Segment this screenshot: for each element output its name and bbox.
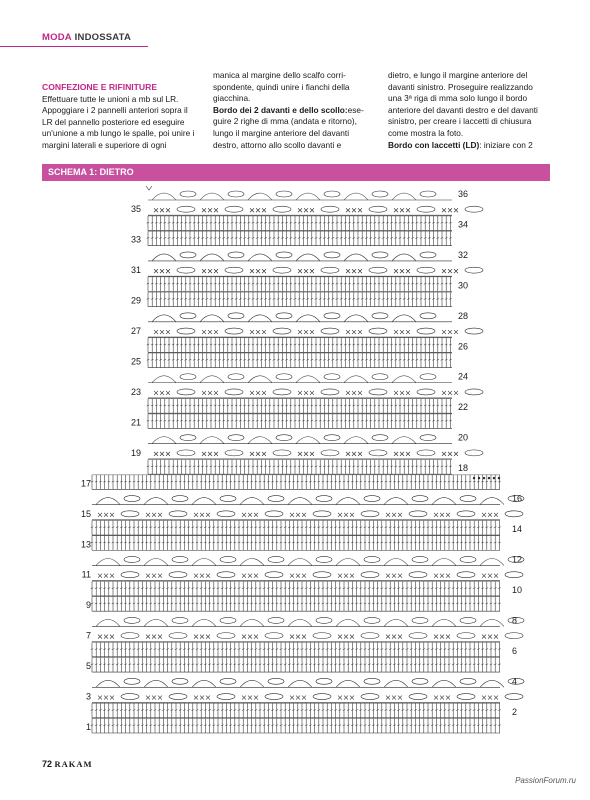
chart-cluster	[268, 617, 284, 623]
chart-cluster	[180, 374, 196, 380]
chart-chain-arc	[200, 254, 224, 261]
text-line: sinistro, per creare i laccetti di chiusura	[388, 116, 532, 127]
chart-chain-arc	[96, 680, 120, 687]
row-number-right: 28	[458, 310, 469, 321]
chart-cluster	[180, 191, 196, 197]
chart-cluster	[420, 374, 436, 380]
chart-picot	[321, 267, 339, 273]
chart-cluster	[172, 617, 188, 623]
text-line: spondente, quindi unire i fianchi della	[213, 81, 350, 92]
chart-cluster	[364, 496, 380, 502]
chart-picot	[465, 267, 483, 273]
chart-picot	[121, 633, 139, 639]
chart-cluster	[420, 435, 436, 441]
chart-chain-arc	[192, 680, 216, 687]
chart-cluster	[316, 678, 332, 684]
chart-cluster	[124, 617, 140, 623]
text-line: come mostra la foto.	[388, 127, 464, 138]
chart-cluster	[220, 556, 236, 562]
chart-chain-arc	[200, 376, 224, 383]
chart-chain-arc	[96, 498, 120, 505]
text-fragment: ese-	[347, 104, 364, 115]
header-subsection: INDOSSATA	[74, 32, 132, 43]
chart-picot	[169, 633, 187, 639]
chart-chain-arc	[248, 437, 272, 444]
row-number-right: 26	[458, 341, 469, 352]
chart-picot	[369, 267, 387, 273]
row-number-right: 2	[512, 706, 518, 717]
chart-chain-arc	[152, 254, 176, 261]
row-number-left: 15	[80, 508, 91, 519]
row-number-left: 3	[85, 691, 91, 702]
chart-cluster	[420, 191, 436, 197]
chart-picot	[225, 389, 243, 395]
chart-chain-arc	[200, 437, 224, 444]
chart-cluster	[324, 374, 340, 380]
row-number-right: 34	[458, 219, 469, 230]
row-number-right: 12	[512, 554, 523, 565]
row-number-right: 4	[512, 676, 518, 687]
chart-chain-arc	[248, 315, 272, 322]
chart-cluster	[364, 617, 380, 623]
chart-chain-dot	[488, 477, 490, 479]
row-number-right: 18	[458, 463, 469, 474]
chart-picot	[409, 694, 427, 700]
chart-chain-dot	[493, 477, 495, 479]
chart-picot	[273, 206, 291, 212]
chart-picot	[265, 511, 283, 517]
row-number-right: 36	[458, 189, 469, 199]
row-number-left: 7	[85, 630, 91, 641]
chart-chain-arc	[480, 619, 504, 626]
chart-cluster	[228, 374, 244, 380]
text-line: un'unione a mb lungo le spalle, poi unire i	[42, 128, 195, 139]
chart-cluster	[316, 496, 332, 502]
section-title: CONFEZIONE E RIFINITURE	[42, 82, 158, 92]
chart-cluster	[412, 556, 428, 562]
chart-chain-arc	[480, 558, 504, 565]
chart-picot	[225, 267, 243, 273]
chart-chain-arc	[144, 619, 168, 626]
chart-picot	[265, 572, 283, 578]
chart-cluster	[412, 678, 428, 684]
chart-chain-dot	[483, 477, 485, 479]
text-line: anteriore del davanti destro e del davanti	[388, 104, 538, 115]
chart-picot	[457, 694, 475, 700]
chart-chain-arc	[96, 619, 120, 626]
chart-cluster	[460, 556, 476, 562]
chart-cluster	[372, 252, 388, 258]
chart-picot	[465, 206, 483, 212]
chart-picot	[409, 511, 427, 517]
chart-chain-arc	[96, 558, 120, 565]
chart-picot	[321, 450, 339, 456]
chart-chain-arc	[384, 498, 408, 505]
chart-picot	[313, 511, 331, 517]
chart-chain-arc	[392, 437, 416, 444]
row-number-left: 35	[130, 204, 141, 215]
chart-cluster	[268, 496, 284, 502]
row-number-right: 30	[458, 280, 469, 291]
chart-picot	[417, 450, 435, 456]
chart-chain-arc	[288, 498, 312, 505]
row-number-right: 6	[512, 645, 518, 656]
chart-cluster	[180, 252, 196, 258]
chart-picot	[417, 389, 435, 395]
chart-chain-arc	[344, 254, 368, 261]
chart-cluster	[372, 191, 388, 197]
text-line: Effettuare tutte le unioni a mb sul LR.	[42, 93, 179, 104]
chart-chain-arc	[432, 680, 456, 687]
chart-picot	[177, 450, 195, 456]
chart-cluster	[372, 435, 388, 441]
text-line: davanti sinistro. Proseguire realizzando	[388, 81, 533, 92]
chart-cluster	[172, 496, 188, 502]
chart-picot	[225, 450, 243, 456]
chart-cluster	[172, 556, 188, 562]
chart-cluster	[124, 678, 140, 684]
chart-chain-arc	[192, 558, 216, 565]
chart-chain-arc	[432, 558, 456, 565]
page-number: 72	[42, 759, 53, 769]
chart-chain-arc	[240, 680, 264, 687]
text-line: manica al margine dello scalfo corri-	[213, 70, 346, 80]
chart-cluster	[324, 435, 340, 441]
chart-picot	[505, 633, 523, 639]
text-line: destro, attorno allo scollo davanti e	[213, 139, 342, 150]
chart-cluster	[324, 313, 340, 319]
chart-picot	[361, 633, 379, 639]
chart-chain-arc	[384, 558, 408, 565]
chart-picot	[265, 694, 283, 700]
header-section: MODA	[42, 32, 72, 43]
chart-cluster	[372, 313, 388, 319]
chart-picot	[457, 633, 475, 639]
row-number-left: 29	[130, 295, 141, 306]
chart-chain-arc	[200, 193, 224, 200]
chart-picot	[321, 389, 339, 395]
chart-chain-arc	[432, 619, 456, 626]
chart-chain-arc	[480, 680, 504, 687]
text-line: LR del pannello posteriore ed eseguire	[42, 116, 185, 127]
chart-picot	[169, 572, 187, 578]
row-number-right: 10	[512, 584, 523, 595]
row-number-left: 33	[130, 234, 141, 245]
chart-picot	[225, 206, 243, 212]
chart-cluster	[220, 617, 236, 623]
chart-chain-arc	[432, 498, 456, 505]
chart-picot	[361, 694, 379, 700]
chart-chain-arc	[344, 437, 368, 444]
chart-picot	[273, 389, 291, 395]
chart-picot	[177, 267, 195, 273]
chart-cluster	[180, 435, 196, 441]
chart-chain-arc	[192, 619, 216, 626]
chart-chain-arc	[144, 498, 168, 505]
chart-picot	[417, 267, 435, 273]
chart-chain-dot	[498, 477, 500, 479]
chart-chain-arc	[296, 193, 320, 200]
chart-cluster	[228, 191, 244, 197]
chart-chain-arc	[480, 498, 504, 505]
chart-cluster	[372, 374, 388, 380]
chart-chain-arc	[200, 315, 224, 322]
chart-chain-arc	[152, 437, 176, 444]
row-number-right: 16	[512, 493, 523, 504]
chart-picot	[225, 328, 243, 334]
chart-cluster	[420, 252, 436, 258]
chart-cluster	[220, 678, 236, 684]
text-line: dietro, e lungo il margine anteriore del	[388, 70, 528, 80]
chart-chain-arc	[392, 254, 416, 261]
bold-heading: Bordo con laccetti (LD)	[388, 139, 480, 150]
chart-picot	[121, 511, 139, 517]
row-number-right: 32	[458, 249, 469, 260]
row-number-left: 25	[130, 356, 141, 367]
row-number-right: 14	[512, 524, 523, 535]
chart-chain-arc	[344, 376, 368, 383]
chart-picot	[121, 694, 139, 700]
chart-cluster	[460, 617, 476, 623]
text-line: guire 2 righe di mma (andata e ritorno),	[213, 116, 357, 127]
chart-chain-arc	[336, 558, 360, 565]
chart-chain-arc	[288, 680, 312, 687]
chart-picot	[313, 633, 331, 639]
chart-chain-dot	[478, 477, 480, 479]
chart-chain-arc	[248, 254, 272, 261]
chart-cluster	[276, 252, 292, 258]
chart-cluster	[324, 191, 340, 197]
text-line: lungo il margine anteriore del davanti	[213, 127, 350, 138]
chart-cluster	[228, 252, 244, 258]
chart-cluster	[276, 191, 292, 197]
chart-cluster	[124, 496, 140, 502]
chart-picot	[417, 206, 435, 212]
chart-picot	[177, 389, 195, 395]
chart-chain-arc	[288, 558, 312, 565]
row-number-left: 11	[81, 569, 91, 580]
chart-picot	[457, 511, 475, 517]
chart-chain-arc	[240, 558, 264, 565]
chart-picot	[273, 267, 291, 273]
row-number-left: 27	[130, 326, 141, 337]
chart-picot	[369, 450, 387, 456]
magazine-name: RAKAM	[54, 759, 93, 769]
chart-picot	[177, 328, 195, 334]
chart-picot	[265, 633, 283, 639]
chart-chain-arc	[288, 619, 312, 626]
chart-cluster	[412, 496, 428, 502]
chart-picot	[273, 450, 291, 456]
chart-picot	[169, 694, 187, 700]
chart-chain-arc	[384, 680, 408, 687]
chart-cluster	[420, 313, 436, 319]
chart-picot	[217, 511, 235, 517]
chart-cluster	[276, 435, 292, 441]
chart-picot	[273, 328, 291, 334]
chart-chain-dot	[473, 477, 475, 479]
chart-cluster	[268, 556, 284, 562]
chart-chain-arc	[152, 193, 176, 200]
chart-chain-arc	[392, 315, 416, 322]
chart-chain-arc	[336, 680, 360, 687]
chart-picot	[313, 694, 331, 700]
chart-cluster	[316, 617, 332, 623]
chart-chain-arc	[296, 315, 320, 322]
chart-cluster	[180, 313, 196, 319]
row-number-right: 20	[458, 432, 469, 443]
row-number-left: 19	[130, 447, 141, 458]
chart-cluster	[268, 678, 284, 684]
chart-cluster	[172, 678, 188, 684]
chart-chain-arc	[344, 315, 368, 322]
row-number-right: 24	[458, 371, 469, 382]
chart-cluster	[460, 678, 476, 684]
chart-picot	[177, 206, 195, 212]
chart-picot	[417, 328, 435, 334]
chart-cluster	[220, 496, 236, 502]
chart-chain-arc	[392, 376, 416, 383]
row-number-right: 8	[512, 615, 518, 626]
chart-chain-arc	[144, 680, 168, 687]
text-line: margini laterali e superiore di ogni	[42, 139, 167, 150]
chart-chain-arc	[192, 498, 216, 505]
bold-heading: Bordo dei 2 davanti e dello scollo:	[213, 104, 348, 115]
chart-chain-arc	[296, 376, 320, 383]
chart-picot	[465, 450, 483, 456]
text-fragment: : iniziare con 2	[479, 139, 533, 150]
chart-cluster	[412, 617, 428, 623]
watermark: PassionForum.ru	[515, 776, 576, 785]
chart-chain-arc	[248, 193, 272, 200]
row-number-left: 31	[130, 265, 141, 276]
chart-cluster	[276, 374, 292, 380]
chart-picot	[369, 206, 387, 212]
chart-picot	[169, 511, 187, 517]
chart-chain-arc	[344, 193, 368, 200]
chart-picot	[361, 511, 379, 517]
chart-picot	[457, 572, 475, 578]
chart-cluster	[124, 556, 140, 562]
chart-chain-arc	[336, 619, 360, 626]
chart-picot	[505, 511, 523, 517]
text-line: Appoggiare i 2 pannelli anteriori sopra il	[42, 105, 188, 116]
text-line: una 3ª riga di mma solo lungo il bordo	[388, 93, 528, 104]
chart-chain-arc	[296, 254, 320, 261]
chart-picot	[217, 572, 235, 578]
row-number-left: 23	[130, 386, 141, 397]
chart-picot	[465, 389, 483, 395]
chart-picot	[409, 572, 427, 578]
row-number-left: 5	[85, 661, 91, 672]
schema-title: SCHEMA 1: DIETRO	[48, 167, 134, 177]
chart-chain-arc	[152, 376, 176, 383]
row-number-left: 13	[80, 539, 91, 550]
chart-chain-arc	[336, 498, 360, 505]
chart-picot	[321, 206, 339, 212]
chart-chain-arc	[392, 193, 416, 200]
chart-chain-arc	[384, 619, 408, 626]
chart-picot	[321, 328, 339, 334]
chart-cluster	[364, 556, 380, 562]
row-number-left: 21	[130, 417, 141, 428]
chart-picot	[217, 633, 235, 639]
row-number-left: 9	[85, 600, 91, 611]
chart-chain-arc	[240, 498, 264, 505]
chart-picot	[465, 328, 483, 334]
chart-picot	[313, 572, 331, 578]
chart-chain-arc	[152, 315, 176, 322]
chart-picot	[409, 633, 427, 639]
chart-picot	[217, 694, 235, 700]
chart-cluster	[316, 556, 332, 562]
chart-chain-arc	[248, 376, 272, 383]
chart-picot	[121, 572, 139, 578]
row-number-right: 22	[458, 402, 469, 413]
chart-picot	[361, 572, 379, 578]
chart-picot	[369, 389, 387, 395]
text-line: giacchina.	[213, 93, 251, 104]
chart-cluster	[324, 252, 340, 258]
chart-picot	[505, 694, 523, 700]
chart-start-marker	[146, 186, 152, 190]
chart-picot	[369, 328, 387, 334]
chart-cluster	[364, 678, 380, 684]
chart-chain-arc	[240, 619, 264, 626]
row-number-left: 17	[80, 478, 91, 489]
chart-cluster	[228, 435, 244, 441]
chart-chain-arc	[296, 437, 320, 444]
chart-picot	[505, 572, 523, 578]
row-number-left: 1	[85, 722, 91, 732]
chart-cluster	[228, 313, 244, 319]
chart-cluster	[460, 496, 476, 502]
page-footer	[42, 759, 93, 769]
chart-chain-arc	[144, 558, 168, 565]
chart-cluster	[276, 313, 292, 319]
